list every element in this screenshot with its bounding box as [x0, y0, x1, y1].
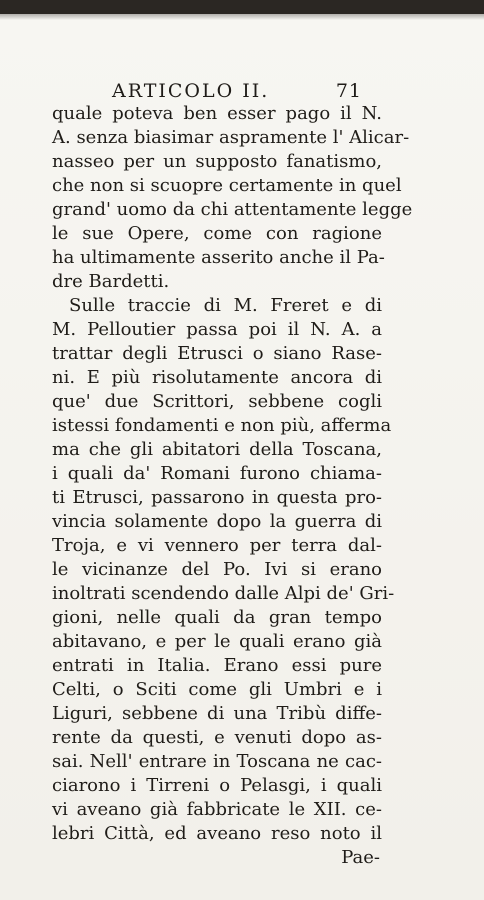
- text-line-7: ha ultimamente asserito anche il Pa-: [52, 247, 385, 268]
- text-line-21: inoltrati scendendo dalle Alpi de' Gri-: [52, 583, 395, 604]
- catchword: Pae-: [341, 847, 380, 868]
- text-line-22: gioni, nelle quali da gran tempo: [52, 607, 382, 628]
- text-line-4: che non si scuopre certamente in quel: [52, 175, 402, 196]
- text-line-28: sai. Nell' entrare in Toscana ne cac-: [52, 751, 382, 772]
- text-line-29: ciarono i Tirreni o Pelasgi, i quali: [52, 775, 382, 796]
- text-line-8: dre Bardetti.: [52, 271, 170, 292]
- text-line-27: rente da questi, e venuti dopo as-: [52, 727, 382, 748]
- text-line-1: quale poteva ben esser pago il N.: [52, 103, 382, 124]
- text-line-20: le vicinanze del Po. Ivi si erano: [52, 559, 382, 580]
- text-line-14: istessi fondamenti e non più, afferma: [52, 415, 392, 436]
- text-line-17: ti Etrusci, passarono in questa pro-: [52, 487, 382, 508]
- text-line-19: Troja, e vi vennero per terra dal-: [52, 535, 382, 556]
- text-line-5: grand' uomo da chi attentamente legge: [52, 199, 413, 220]
- text-line-12: ni. E più risolutamente ancora di: [52, 367, 382, 388]
- text-line-3: nasseo per un supposto fanatismo,: [52, 151, 382, 172]
- text-line-15: ma che gli abitatori della Toscana,: [52, 439, 382, 460]
- text-line-23: abitavano, e per le quali erano già: [52, 631, 382, 652]
- text-line-10: M. Pelloutier passa poi il N. A. a: [52, 319, 382, 340]
- scan-top-edge: [0, 0, 484, 14]
- text-line-30: vi aveano già fabbricate le XII. ce-: [52, 799, 382, 820]
- text-line-11: trattar degli Etrusci o siano Rase-: [52, 343, 382, 364]
- text-line-2: A. senza biasimar aspramente l' Alicar-: [52, 127, 410, 148]
- text-line-31: lebri Città, ed aveano reso noto il: [52, 823, 382, 844]
- text-line-16: i quali da' Romani furono chiama-: [52, 463, 382, 484]
- running-head-title: ARTICOLO II.: [112, 80, 270, 102]
- text-line-9: Sulle traccie di M. Freret e di: [69, 295, 382, 316]
- text-line-18: vincia solamente dopo la guerra di: [52, 511, 382, 532]
- body-text: [52, 102, 413, 870]
- text-line-26: Liguri, sebbene di una Tribù diffe-: [52, 703, 382, 724]
- page-number: 71: [335, 80, 362, 102]
- running-head: [112, 78, 362, 104]
- text-line-25: Celti, o Sciti come gli Umbri e i: [52, 679, 382, 700]
- text-line-24: entrati in Italia. Erano essi pure: [52, 655, 382, 676]
- text-line-6: le sue Opere, come con ragione: [52, 223, 382, 244]
- text-line-13: que' due Scrittori, sebbene cogli: [52, 391, 382, 412]
